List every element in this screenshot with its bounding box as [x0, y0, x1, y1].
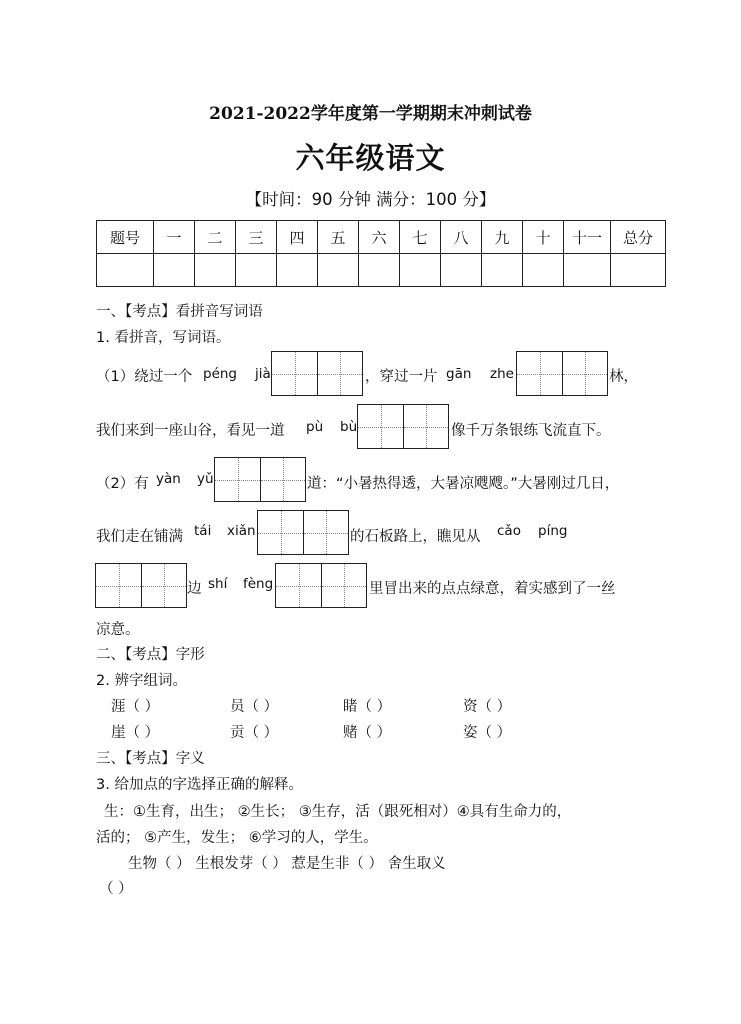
pinyin-ping: píng	[538, 523, 568, 539]
score-cell[interactable]	[97, 254, 154, 287]
p1-text-a: （1）绕过一个	[96, 369, 193, 385]
score-table	[96, 220, 666, 287]
definition-line-2: 活的； ⑤产生，发生； ⑥学习的人，学生。	[96, 830, 378, 846]
score-cell[interactable]	[318, 254, 359, 287]
score-cell[interactable]	[359, 254, 400, 287]
answer-grid-pengjia[interactable]	[271, 351, 363, 396]
p4-text-b: 的石板路上，瞧见从	[350, 529, 481, 545]
pinyin-bu: bù	[340, 419, 358, 435]
score-cell[interactable]	[523, 254, 564, 287]
definition-line-1: 生：①生育，出生； ②生长； ③生存，活（跟死相对）④具有生命力的，	[104, 804, 572, 820]
score-header-cell: 总分	[611, 221, 666, 254]
word-item: 姿（ ）	[463, 725, 512, 741]
score-header-cell: 二	[195, 221, 236, 254]
score-header-cell: 八	[441, 221, 482, 254]
score-header-cell: 一	[154, 221, 195, 254]
score-header-cell: 题号	[97, 221, 154, 254]
score-header-cell: 十一	[564, 221, 611, 254]
score-table-header-row	[97, 221, 666, 254]
exam-info: 【时间：90 分钟 满分：100 分】	[245, 190, 496, 209]
score-header-cell: 十	[523, 221, 564, 254]
subject-title: 六年级语文	[295, 141, 446, 175]
section1-heading: 一、【考点】看拼音写词语	[96, 304, 263, 320]
pinyin-tai: tái	[194, 523, 212, 539]
pinyin-zhe: zhe	[490, 366, 514, 382]
score-cell[interactable]	[195, 254, 236, 287]
pinyin-pu: pù	[306, 419, 324, 435]
word-item: 资（ ）	[463, 699, 512, 715]
pinyin-xian: xiǎn	[227, 523, 256, 539]
answer-grid-yanyu[interactable]	[214, 457, 306, 502]
answer-grid-pubu[interactable]	[357, 404, 449, 449]
score-table-blank-row	[97, 254, 666, 287]
pinyin-peng: péng	[203, 366, 238, 382]
exam-title: 2021-2022学年度第一学期期末冲刺试卷	[209, 104, 532, 124]
pinyin-yan: yàn	[156, 471, 181, 487]
question1-prompt: 1. 看拼音，写词语。	[96, 330, 231, 346]
pinyin-shi: shí	[208, 576, 228, 592]
score-cell[interactable]	[400, 254, 441, 287]
score-cell[interactable]	[236, 254, 277, 287]
score-cell[interactable]	[277, 254, 318, 287]
word-item: 涯（ ）	[111, 699, 160, 715]
p1-text-c: 林，	[609, 369, 638, 385]
score-cell[interactable]	[441, 254, 482, 287]
question3-last-blank: （ ）	[99, 881, 133, 897]
p5-text-a: 边	[187, 581, 202, 597]
answer-grid-ganzhe[interactable]	[516, 351, 608, 396]
pinyin-feng: fèng	[243, 576, 274, 592]
pinyin-yu: yǔ	[197, 471, 214, 487]
score-cell[interactable]	[564, 254, 611, 287]
pinyin-cao: cǎo	[497, 523, 521, 539]
score-header-cell: 四	[277, 221, 318, 254]
score-header-cell: 五	[318, 221, 359, 254]
p4-text-a: 我们走在铺满	[96, 529, 183, 545]
section3-heading: 三、【考点】字义	[96, 751, 205, 767]
answer-grid-shifeng[interactable]	[275, 563, 367, 608]
score-header-cell: 六	[359, 221, 400, 254]
score-header-cell: 九	[482, 221, 523, 254]
question3-items: 生物（ ） 生根发芽（ ） 惹是生非（ ） 舍生取义	[128, 856, 446, 872]
score-header-cell: 三	[236, 221, 277, 254]
score-cell[interactable]	[154, 254, 195, 287]
p3-text-b: 道：“小暑热得透，大暑凉飕飕。”大暑刚过几日，	[307, 476, 620, 492]
p6-text: 凉意。	[96, 622, 140, 638]
pinyin-gan: gān	[446, 366, 472, 382]
p2-text-b: 像千万条银练飞流直下。	[451, 423, 611, 439]
p1-text-b: ，穿过一片	[365, 369, 438, 385]
score-cell[interactable]	[482, 254, 523, 287]
word-item: 崖（ ）	[111, 725, 160, 741]
score-cell[interactable]	[611, 254, 666, 287]
word-item: 赌（ ）	[343, 725, 392, 741]
section2-heading: 二、【考点】字形	[96, 647, 205, 663]
answer-grid-taixian[interactable]	[257, 510, 349, 555]
question2-prompt: 2. 辨字组词。	[96, 673, 187, 689]
p2-text-a: 我们来到一座山谷，看见一道	[96, 423, 285, 439]
p3-text-a: （2）有	[96, 476, 149, 492]
pinyin-jia: jià	[255, 366, 271, 382]
word-item: 贡（ ）	[230, 725, 279, 741]
p5-text-b: 里冒出来的点点绿意，着实感到了一丝	[369, 581, 616, 597]
question3-prompt: 3. 给加点的字选择正确的解释。	[96, 777, 303, 793]
word-item: 员（ ）	[230, 699, 279, 715]
word-item: 睹（ ）	[343, 699, 392, 715]
answer-grid-caoping[interactable]	[95, 563, 187, 608]
score-header-cell: 七	[400, 221, 441, 254]
